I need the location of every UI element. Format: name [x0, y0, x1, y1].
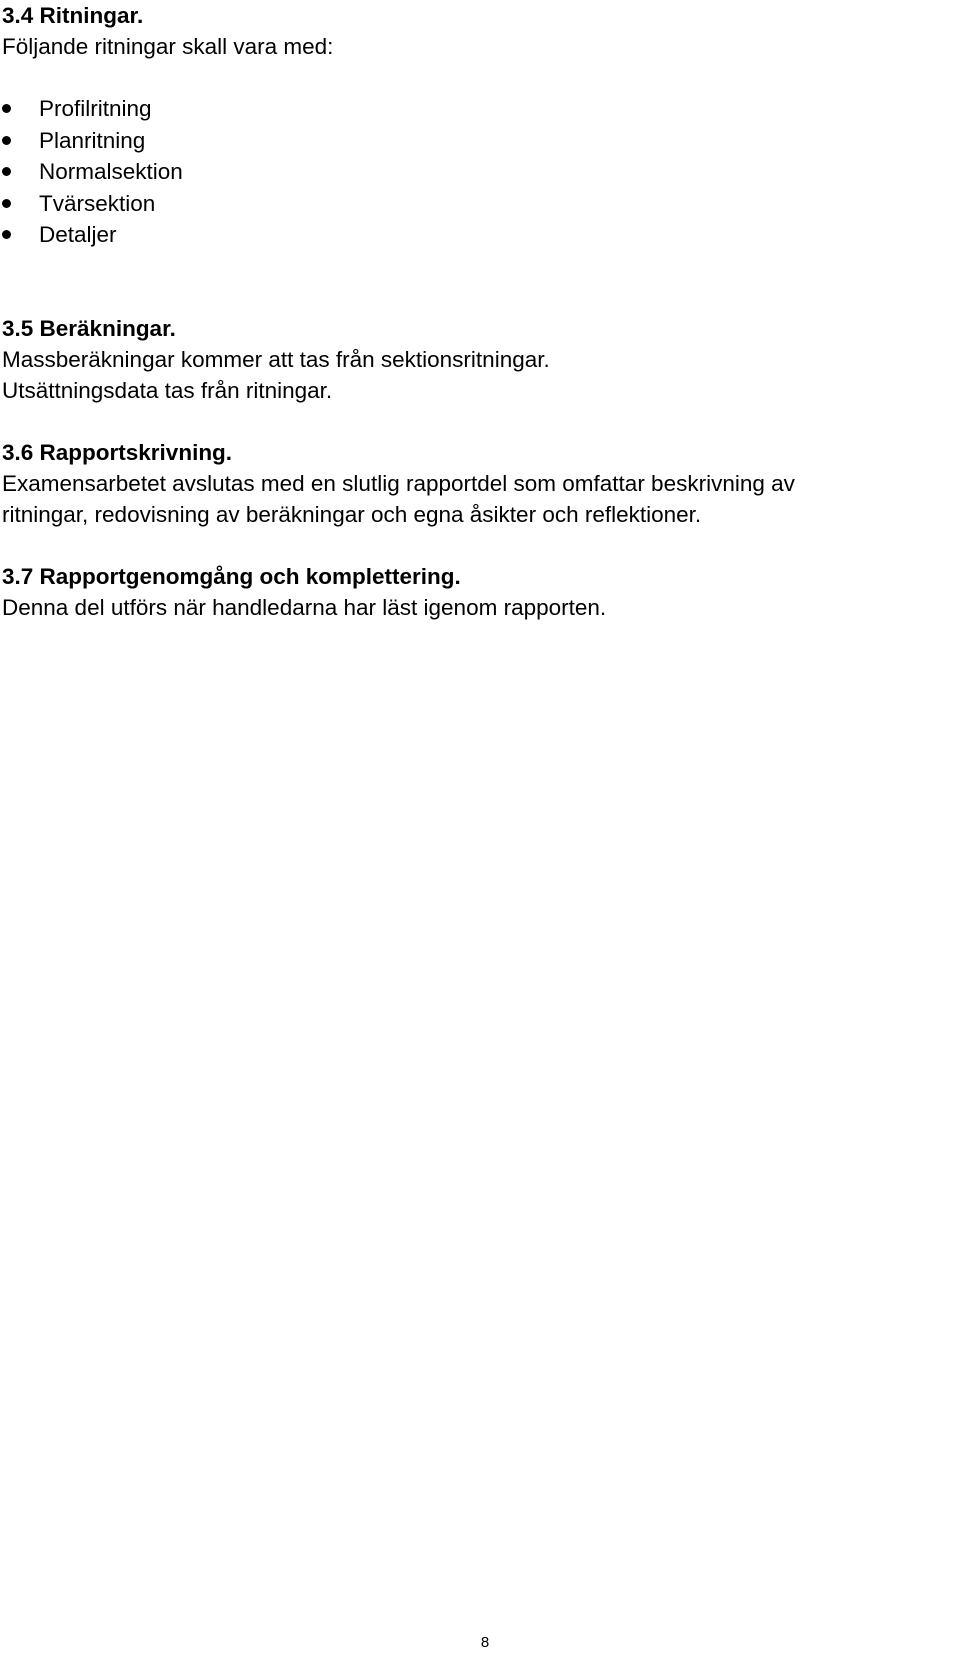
section-rapportgenomgang	[2, 561, 952, 623]
section-rapportskrivning	[2, 437, 952, 530]
list-item	[2, 156, 952, 188]
list-item	[2, 93, 952, 125]
list-item	[2, 125, 952, 157]
paragraph-line: Examensarbetet avslutas med en slutlig rapportdel som omfattar beskrivning av	[2, 470, 795, 496]
page-number: 8	[480, 1634, 490, 1651]
spacer	[2, 251, 952, 282]
list-item-label: Normalsektion	[39, 159, 183, 184]
section-heading: 3.5 Beräkningar.	[2, 315, 176, 341]
list-item	[2, 188, 952, 220]
paragraph-line: Denna del utförs när handledarna har läst igenom rapporten.	[2, 594, 607, 620]
list-item	[2, 219, 952, 251]
bullet-icon	[2, 104, 11, 113]
section-heading: 3.4 Ritningar.	[2, 3, 144, 28]
section-intro: Följande ritningar skall vara med:	[2, 34, 334, 59]
bullet-icon	[2, 199, 11, 208]
section-heading: 3.6 Rapportskrivning.	[2, 439, 233, 465]
paragraph-line: Massberäkningar kommer att tas från sektionsritningar.	[2, 346, 550, 372]
paragraph-line: Utsättningsdata tas från ritningar.	[2, 377, 333, 403]
list-item-label: Tvärsektion	[39, 190, 156, 216]
list-item-label: Profilritning	[39, 96, 152, 121]
document-body	[2, 0, 952, 623]
bullet-icon	[2, 230, 11, 239]
spacer	[2, 62, 952, 93]
spacer	[2, 406, 952, 437]
section-heading: 3.7 Rapportgenomgång och komplettering.	[2, 563, 461, 589]
list-item-label: Detaljer	[39, 222, 117, 247]
spacer	[2, 282, 952, 313]
section-ritningar	[2, 0, 952, 251]
drawing-list	[2, 93, 952, 251]
bullet-icon	[2, 136, 11, 145]
bullet-icon	[2, 167, 11, 176]
list-item-label: Planritning	[39, 127, 146, 153]
paragraph-line: ritningar, redovisning av beräkningar och egna åsikter och reflektioner.	[2, 501, 702, 527]
section-berakningar	[2, 313, 952, 406]
spacer	[2, 530, 952, 561]
